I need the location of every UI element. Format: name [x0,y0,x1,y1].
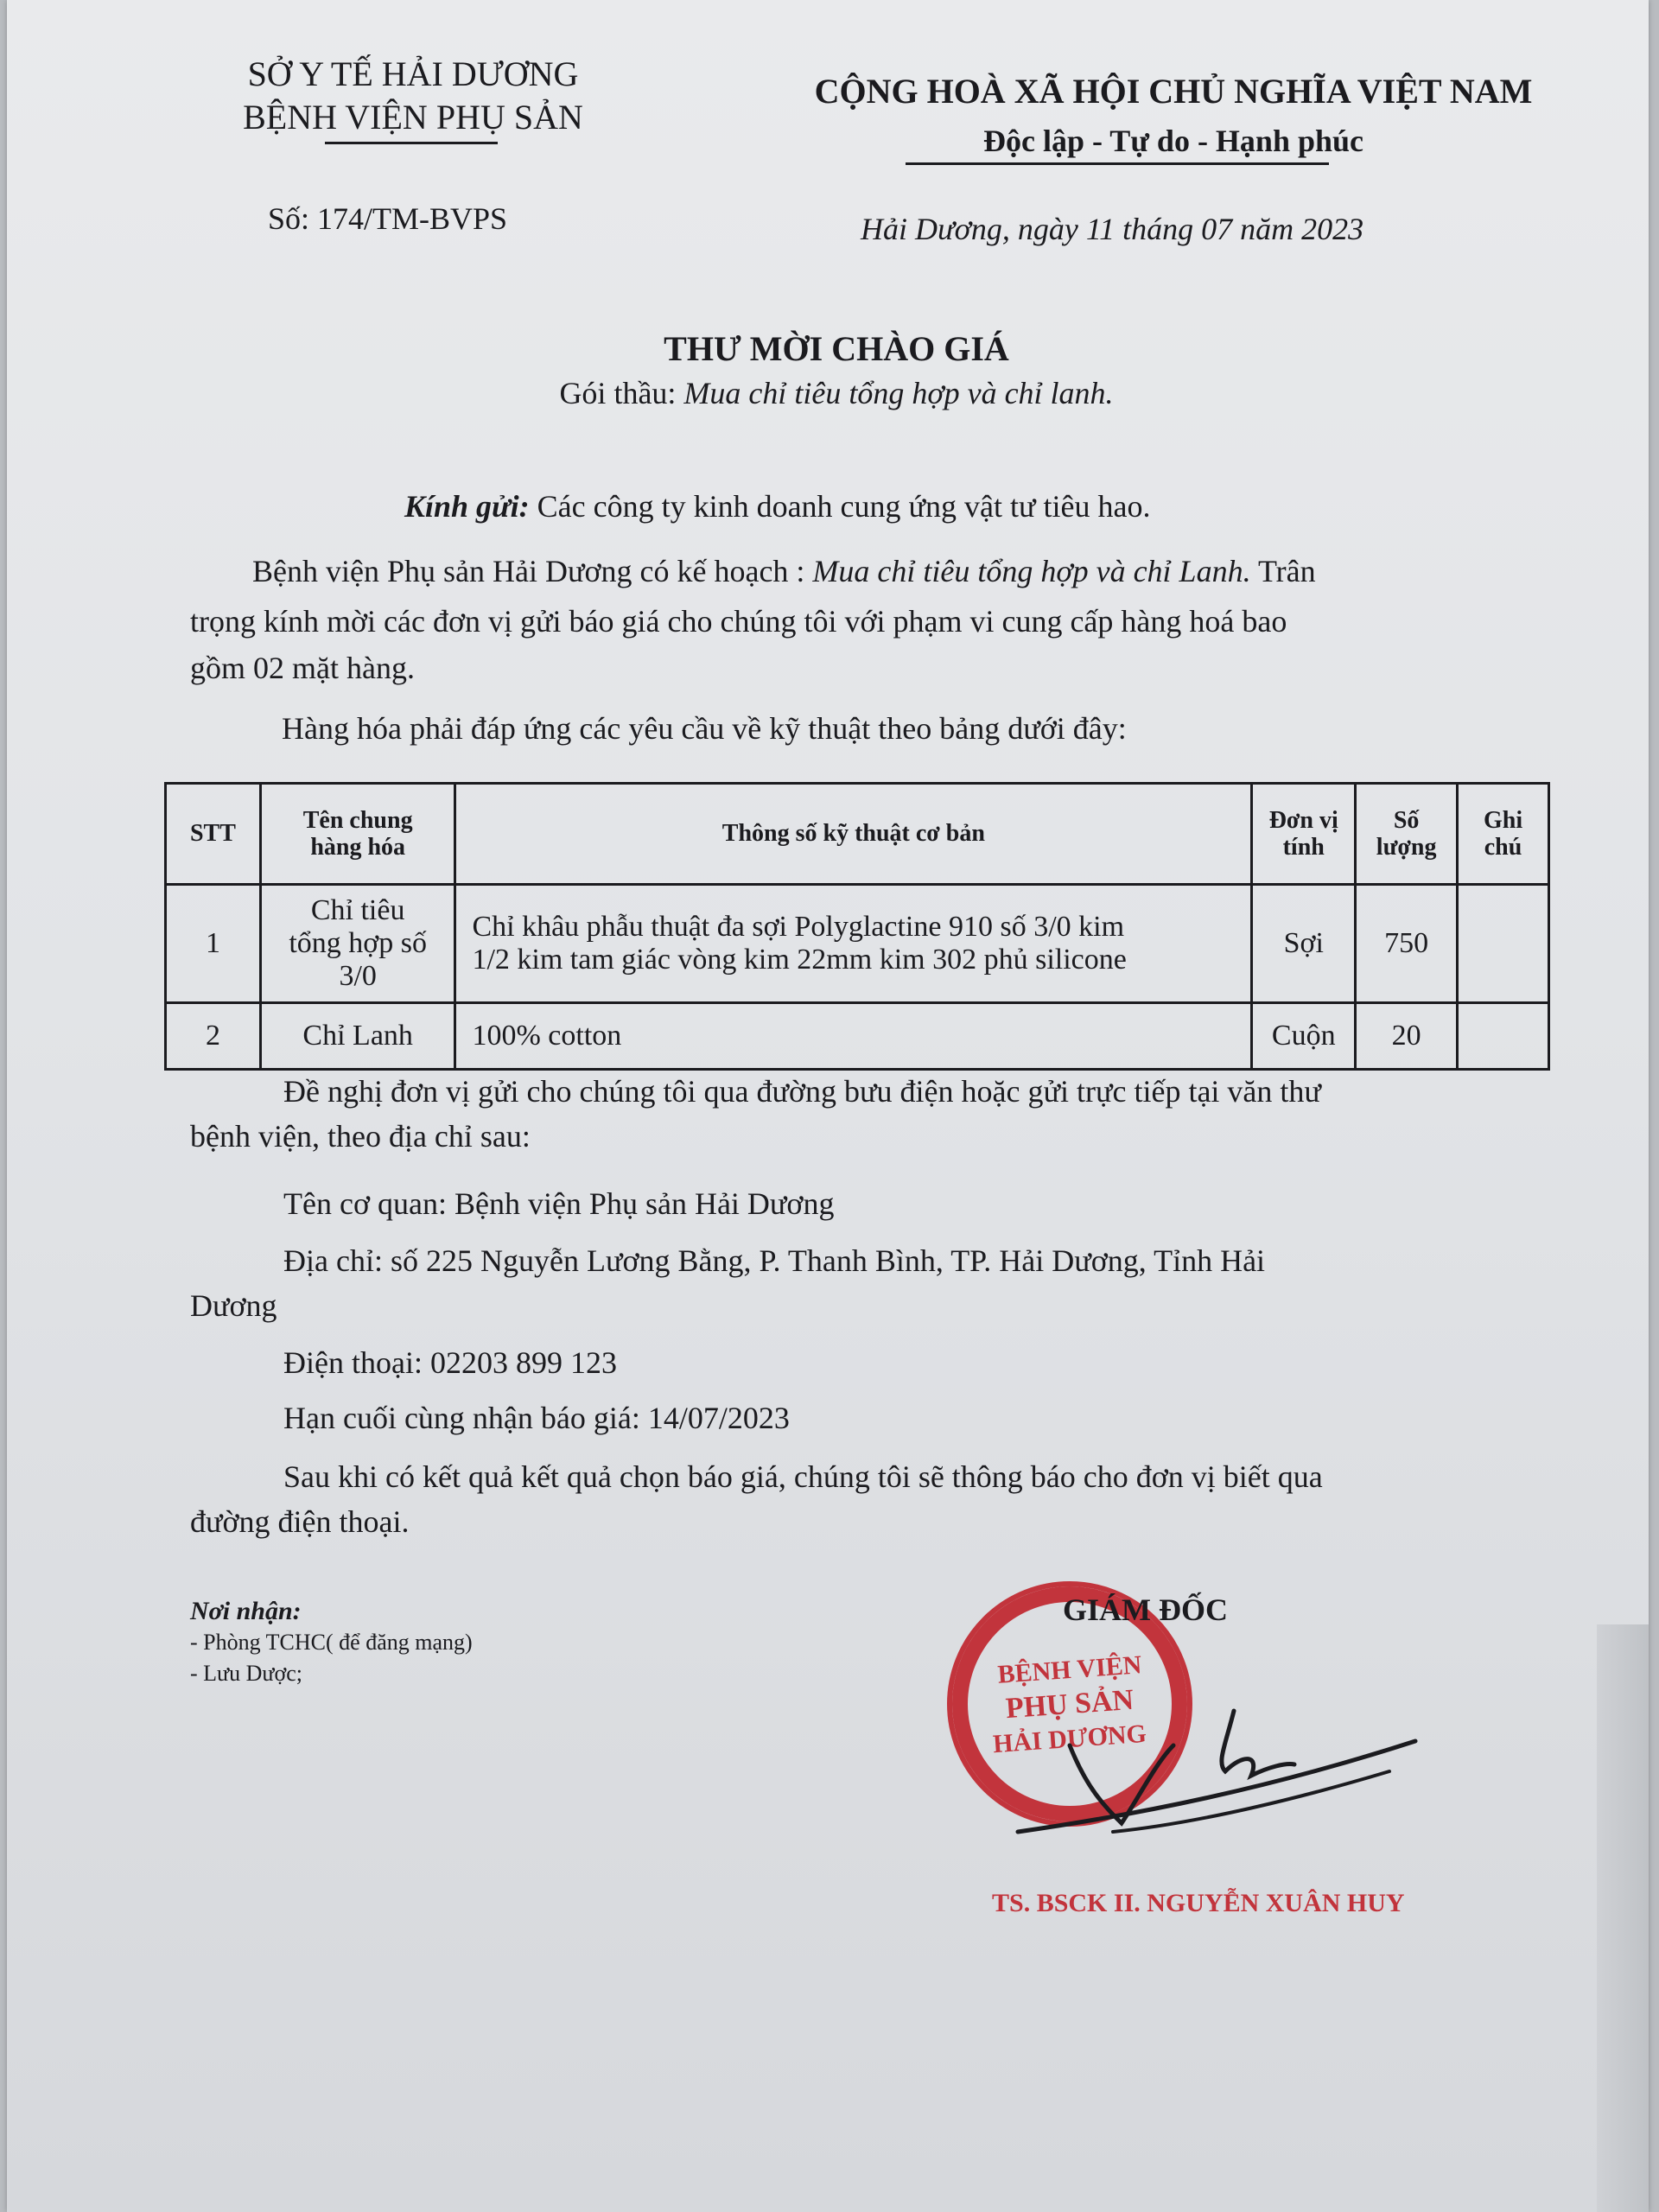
motto-underline [906,162,1329,165]
salutation-label: Kính gửi: [404,489,530,524]
header-unit: Đơn vị tính [1252,784,1356,885]
document-page [7,0,1649,2212]
deadline-line: Hạn cuối cùng nhận báo giá: 14/07/2023 [283,1401,790,1435]
intro-line-2: trọng kính mời các đơn vị gửi báo giá cho chúng tôi với phạm vi cung cấp hàng hoá bao [190,604,1287,639]
agency-name: Tên cơ quan: Bệnh viện Phụ sản Hải Dương [283,1186,835,1221]
header-note: Ghi chú [1458,784,1549,885]
cell-quantity: 750 [1356,885,1458,1003]
cell-goods-name: Chỉ tiêu tổng hợp số 3/0 [260,885,455,1003]
signer-name: TS. BSCK II. NGUYỄN XUÂN HUY [992,1889,1405,1917]
package-name: Mua chỉ tiêu tổng hợp và chỉ lanh. [683,376,1114,410]
seal-line-1: BỆNH VIỆN [996,1650,1143,1689]
recipients-label: Nơi nhận: [190,1597,302,1625]
signer-title: GIÁM ĐỐC [1063,1592,1228,1627]
org-line-2: BỆNH VIỆN PHỤ SẢN [243,98,583,137]
page-edge [1597,1624,1649,2212]
package-label: Gói thầu: [559,376,677,410]
document-number: Số: 174/TM-BVPS [268,201,508,236]
intro-text-end: Trân [1257,554,1316,588]
header-goods-name: Tên chung hàng hóa [260,784,455,885]
cell-spec: 100% cotton [455,1003,1252,1070]
closing-line-1: Sau khi có kết quả kết quả chọn báo giá, chúng tôi sẽ thông báo cho đơn vị biết qua [283,1459,1323,1494]
recipient-item: - Lưu Dược; [190,1661,303,1686]
package-line [7,375,1659,411]
nation-line-2: Độc lập - Tự do - Hạnh phúc [982,124,1364,158]
cell-spec: Chỉ khâu phẫu thuật đa sợi Polyglactine 910 số 3/0 kim 1/2 kim tam giác vòng kim 22mm kim 302 phủ silicone [455,885,1252,1003]
cell-goods-name: Chỉ Lanh [260,1003,455,1070]
header-spec: Thông số kỹ thuật cơ bản [455,784,1252,885]
cell-quantity: 20 [1356,1003,1458,1070]
recipient-item: - Phòng TCHC( để đăng mạng) [190,1630,473,1655]
salutation-recipient: Các công ty kinh doanh cung ứng vật tư tiêu hao. [537,489,1151,524]
cell-unit: Cuộn [1252,1003,1356,1070]
requirement-line: Hàng hóa phải đáp ứng các yêu cầu về kỹ thuật theo bảng dưới đây: [282,711,1127,746]
seal-line-2: PHỤ SẢN [1004,1683,1135,1726]
handwritten-signature [1009,1694,1459,1849]
intro-text-start: Bệnh viện Phụ sản Hải Dương có kế hoạch : [252,554,805,588]
cell-note [1458,885,1549,1003]
header-quantity: Số lượng [1356,784,1458,885]
cell-note [1458,1003,1549,1070]
header-stt: STT [166,784,261,885]
submit-line-2: bệnh viện, theo địa chỉ sau: [190,1119,531,1154]
cell-stt: 1 [166,885,261,1003]
org-underline [325,142,498,144]
intro-line-1 [252,553,1316,589]
intro-plan: Mua chỉ tiêu tổng hợp và chỉ Lanh. [812,554,1251,588]
salutation [404,488,1151,524]
cell-stt: 2 [166,1003,261,1070]
table-row [166,885,1549,1003]
phone-line: Điện thoại: 02203 899 123 [283,1345,617,1380]
table-row [166,1003,1549,1070]
org-line-1: SỞ Y TẾ HẢI DƯƠNG [247,54,579,93]
address-line-2: Dương [190,1288,277,1323]
table-header-row [166,784,1549,885]
place-date: Hải Dương, ngày 11 tháng 07 năm 2023 [861,212,1364,246]
address-line-1: Địa chỉ: số 225 Nguyễn Lương Bằng, P. Thanh Bình, TP. Hải Dương, Tỉnh Hải [283,1243,1266,1278]
submit-line-1: Đề nghị đơn vị gửi cho chúng tôi qua đường bưu điện hoặc gửi trực tiếp tại văn thư [283,1074,1321,1109]
seal-line-3: HẢI DƯƠNG [991,1719,1147,1759]
goods-table [164,782,1550,1071]
closing-line-2: đường điện thoại. [190,1504,410,1539]
cell-unit: Sợi [1252,885,1356,1003]
nation-line-1: CỘNG HOÀ XÃ HỘI CHỦ NGHĨA VIỆT NAM [814,72,1533,111]
document-title: THƯ MỜI CHÀO GIÁ [664,329,1009,368]
intro-line-3: gồm 02 mặt hàng. [190,651,415,685]
